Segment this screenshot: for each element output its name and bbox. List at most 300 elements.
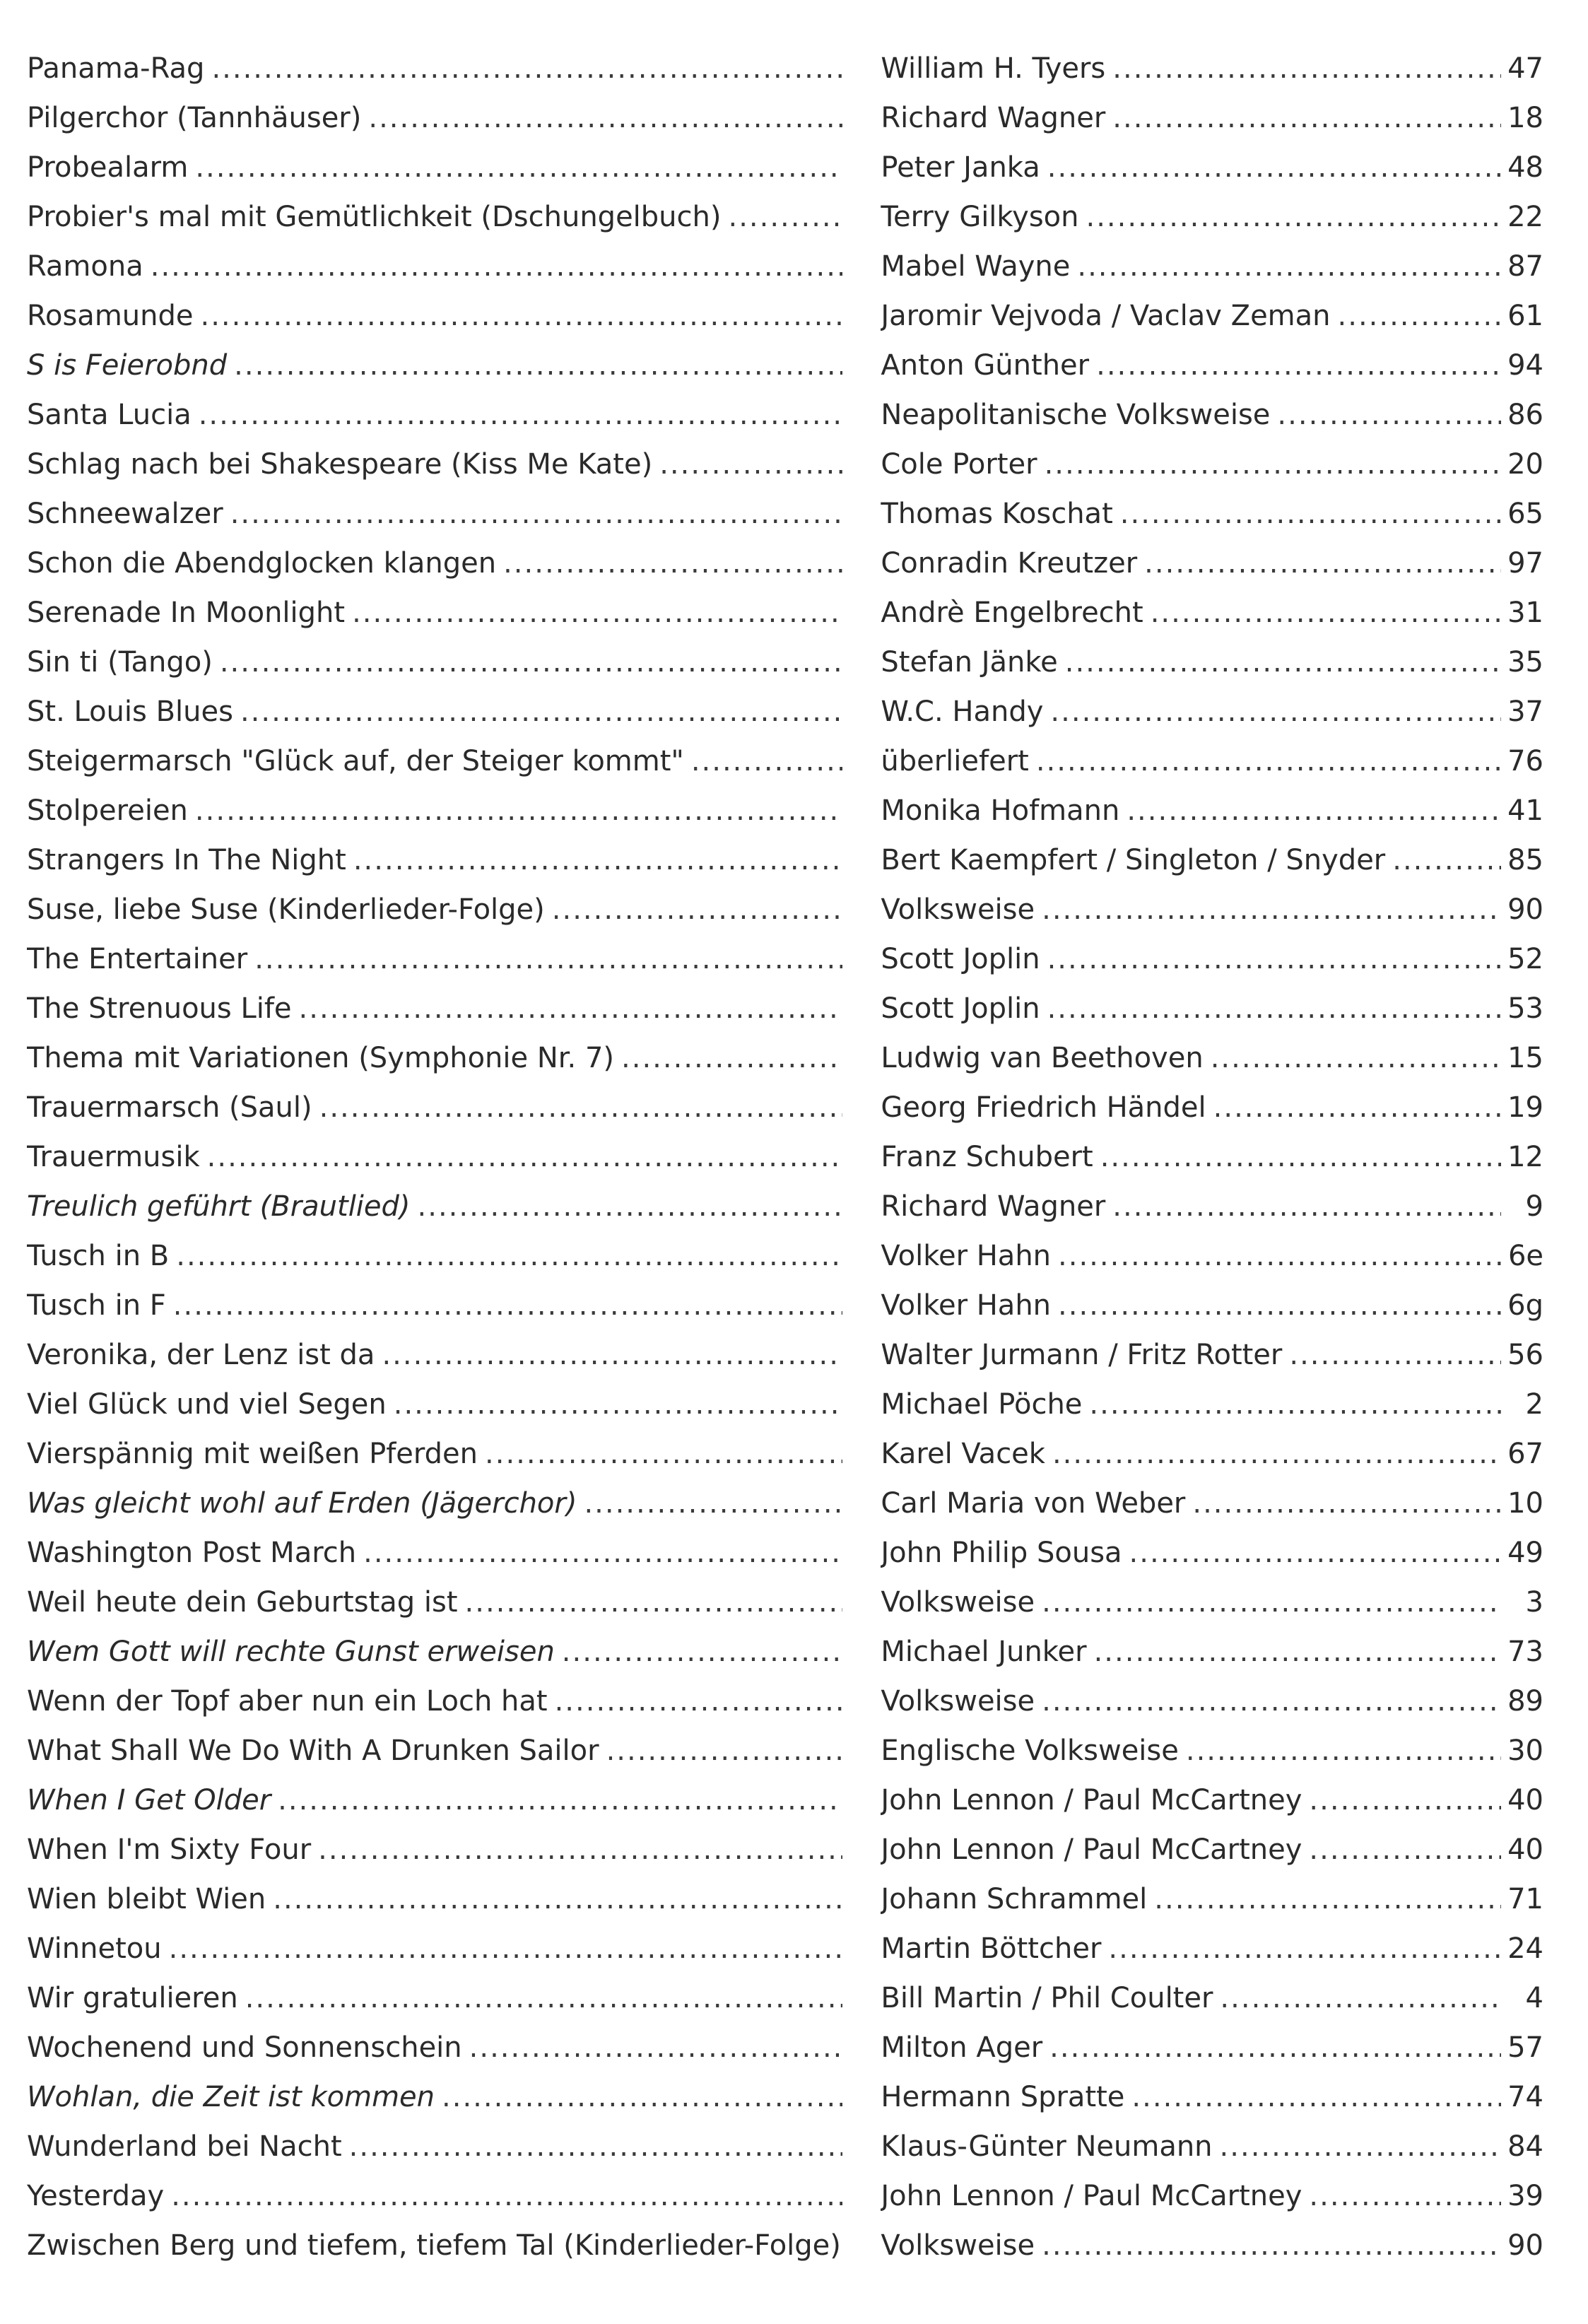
dot-leader [465, 1578, 843, 1627]
dot-leader [1047, 934, 1501, 984]
title-cell [27, 2072, 845, 2122]
composer-name: Andrè Engelbrecht [881, 597, 1143, 629]
dot-leader [349, 2122, 843, 2171]
composer-name: Bert Kaempfert / Singleton / Snyder [881, 844, 1386, 876]
title-cell [27, 93, 845, 143]
dot-leader [1058, 1231, 1501, 1281]
composer-cell [881, 835, 1543, 885]
composer-cell [881, 291, 1543, 341]
page-number: 97 [1507, 547, 1543, 580]
title-cell [27, 786, 845, 835]
dot-leader [728, 192, 842, 242]
dot-leader [1077, 242, 1501, 291]
song-title: Vierspännig mit weißen Pferden [27, 1438, 478, 1470]
title-cell [27, 2171, 845, 2221]
dot-leader [418, 1182, 843, 1231]
title-cell [27, 1874, 845, 1924]
dot-leader [1338, 291, 1501, 341]
dot-leader [201, 291, 843, 341]
toc-entry [27, 440, 1543, 489]
title-cell [27, 1429, 845, 1479]
song-title: Sin ti (Tango) [27, 646, 213, 679]
page-number: 90 [1507, 893, 1543, 926]
composer-cell [881, 638, 1543, 687]
title-cell [27, 1479, 845, 1528]
composer-name: Franz Schubert [881, 1141, 1093, 1173]
page-number: 94 [1507, 349, 1543, 382]
dot-leader [1042, 1677, 1501, 1726]
song-title: Wunderland bei Nacht [27, 2130, 342, 2163]
title-cell [27, 539, 845, 588]
page-number: 39 [1507, 2180, 1543, 2212]
toc-entry [27, 2221, 1543, 2270]
page-number: 2 [1525, 1388, 1543, 1421]
song-title: Serenade In Moonlight [27, 597, 346, 629]
composer-cell [881, 2171, 1543, 2221]
title-cell [27, 1677, 845, 1726]
dot-leader [368, 93, 842, 143]
composer-cell [881, 489, 1543, 539]
dot-leader [173, 1281, 843, 1330]
song-title: Ramona [27, 250, 143, 283]
title-cell [27, 1083, 845, 1132]
toc-entry [27, 1627, 1543, 1677]
title-cell [27, 934, 845, 984]
composer-cell [881, 242, 1543, 291]
composer-name: Terry Gilkyson [881, 201, 1079, 233]
composer-name: Karel Vacek [881, 1438, 1045, 1470]
toc-entry [27, 1330, 1543, 1380]
toc-entry [27, 1726, 1543, 1776]
toc-entry [27, 835, 1543, 885]
page-number: 10 [1507, 1487, 1543, 1520]
page-number: 20 [1507, 448, 1543, 481]
song-title: Wohlan, die Zeit ist kommen [27, 2081, 435, 2113]
composer-name: Cole Porter [881, 448, 1037, 481]
song-title: Thema mit Variationen (Symphonie Nr. 7) [27, 1042, 615, 1074]
composer-cell [881, 143, 1543, 192]
composer-cell [881, 1083, 1543, 1132]
page-number: 35 [1507, 646, 1543, 679]
toc-entry [27, 2072, 1543, 2122]
page-number: 76 [1507, 745, 1543, 777]
composer-name: Conradin Kreutzer [881, 547, 1138, 580]
title-cell [27, 1182, 845, 1231]
song-title: Stolpereien [27, 794, 188, 827]
dot-leader [606, 1726, 843, 1776]
composer-name: Volksweise [881, 1685, 1035, 1718]
toc-entry [27, 1528, 1543, 1578]
page-number: 61 [1507, 300, 1543, 332]
toc-entry [27, 192, 1543, 242]
composer-name: Klaus-Günter Neumann [881, 2130, 1213, 2163]
title-cell [27, 1033, 845, 1083]
page-number: 53 [1507, 992, 1543, 1025]
title-cell [27, 2122, 845, 2171]
composer-name: Georg Friedrich Händel [881, 1091, 1206, 1124]
song-title: Yesterday [27, 2180, 165, 2212]
dot-leader [1127, 786, 1501, 835]
page-number: 84 [1507, 2130, 1543, 2163]
dot-leader [1112, 1182, 1501, 1231]
dot-leader [1309, 1776, 1501, 1825]
dot-leader [1036, 736, 1501, 786]
song-title: Probier's mal mit Gemütlichkeit (Dschungelbuch) [27, 201, 722, 233]
composer-cell [881, 1776, 1543, 1825]
dot-leader [485, 1429, 842, 1479]
composer-cell [881, 1380, 1543, 1429]
composer-cell [881, 934, 1543, 984]
composer-cell [881, 1479, 1543, 1528]
title-cell [27, 242, 845, 291]
dot-leader [584, 1479, 842, 1528]
toc-entry [27, 1874, 1543, 1924]
dot-leader [171, 2171, 842, 2221]
title-cell [27, 588, 845, 638]
dot-leader [318, 1825, 842, 1874]
composer-name: John Philip Sousa [881, 1537, 1122, 1569]
toc-entry [27, 1281, 1543, 1330]
composer-name: Ludwig van Beethoven [881, 1042, 1204, 1074]
dot-leader [169, 1924, 843, 1973]
composer-cell [881, 1033, 1543, 1083]
composer-name: William H. Tyers [881, 52, 1106, 85]
dot-leader [1186, 1726, 1501, 1776]
composer-cell [881, 440, 1543, 489]
composer-name: Michael Pöche [881, 1388, 1083, 1421]
dot-leader [299, 984, 843, 1033]
composer-name: Richard Wagner [881, 102, 1106, 134]
dot-leader [1213, 1083, 1501, 1132]
song-title: Suse, liebe Suse (Kinderlieder-Folge) [27, 893, 545, 926]
page-number: 37 [1507, 696, 1543, 728]
song-title: Treulich geführt (Brautlied) [27, 1190, 411, 1223]
dot-leader [254, 934, 842, 984]
title-cell [27, 1627, 845, 1677]
toc-entry [27, 1132, 1543, 1182]
dot-leader [1049, 2023, 1501, 2072]
composer-cell [881, 1825, 1543, 1874]
toc-entry [27, 291, 1543, 341]
composer-cell [881, 687, 1543, 736]
page-number: 86 [1507, 399, 1543, 431]
song-title: Schneewalzer [27, 498, 223, 530]
composer-name: Stefan Jänke [881, 646, 1058, 679]
page-number: 3 [1525, 1586, 1543, 1619]
song-title: Washington Post March [27, 1537, 357, 1569]
page-number: 67 [1507, 1438, 1543, 1470]
composer-cell [881, 885, 1543, 934]
song-title: Strangers In The Night [27, 844, 346, 876]
dot-leader [1277, 390, 1501, 440]
composer-cell [881, 2221, 1543, 2270]
composer-name: Johann Schrammel [881, 1883, 1148, 1915]
dot-leader [1129, 1528, 1501, 1578]
dot-leader [319, 1083, 843, 1132]
dot-leader [1065, 638, 1501, 687]
dot-leader [1144, 539, 1501, 588]
composer-name: Anton Günther [881, 349, 1090, 382]
song-title: S is Feierobnd [27, 349, 228, 382]
title-cell [27, 687, 845, 736]
toc-entry [27, 588, 1543, 638]
composer-cell [881, 1627, 1543, 1677]
page-number: 12 [1507, 1141, 1543, 1173]
toc-entry [27, 2122, 1543, 2171]
dot-leader [1289, 1330, 1501, 1380]
dot-leader [691, 736, 843, 786]
song-title: Panama-Rag [27, 52, 205, 85]
dot-leader [1042, 2221, 1501, 2270]
toc-entry [27, 934, 1543, 984]
dot-leader [230, 489, 843, 539]
composer-cell [881, 1330, 1543, 1380]
dot-leader [1047, 143, 1501, 192]
title-cell [27, 835, 845, 885]
title-cell [27, 984, 845, 1033]
dot-leader [1151, 588, 1501, 638]
toc-entry [27, 1479, 1543, 1528]
title-cell [27, 2023, 845, 2072]
dot-leader [1096, 341, 1501, 390]
composer-cell [881, 1726, 1543, 1776]
page-number: 4 [1525, 1982, 1543, 2014]
title-cell [27, 1776, 845, 1825]
song-title: Santa Lucia [27, 399, 192, 431]
dot-leader [442, 2072, 842, 2122]
title-cell [27, 440, 845, 489]
composer-cell [881, 2122, 1543, 2171]
page-number: 30 [1507, 1735, 1543, 1767]
toc-entry [27, 1677, 1543, 1726]
composer-name: Volker Hahn [881, 1289, 1052, 1322]
dot-leader [1050, 687, 1501, 736]
song-title: Tusch in B [27, 1240, 170, 1272]
toc-entry [27, 1825, 1543, 1874]
dot-leader [363, 1528, 842, 1578]
composer-cell [881, 588, 1543, 638]
toc-entry [27, 1182, 1543, 1231]
composer-cell [881, 1281, 1543, 1330]
toc-entry [27, 341, 1543, 390]
composer-cell [881, 1973, 1543, 2023]
composer-name: Peter Janka [881, 151, 1040, 184]
dot-leader [353, 835, 843, 885]
composer-cell [881, 1924, 1543, 1973]
song-title: The Strenuous Life [27, 992, 292, 1025]
song-title: Winnetou [27, 1932, 162, 1965]
title-cell [27, 1132, 845, 1182]
dot-leader [562, 1627, 843, 1677]
song-title: Steigermarsch "Glück auf, der Steiger kommt" [27, 745, 684, 777]
song-title: When I Get Older [27, 1784, 271, 1817]
composer-cell [881, 1874, 1543, 1924]
dot-leader [1112, 44, 1501, 93]
page-number: 40 [1507, 1833, 1543, 1866]
composer-name: Walter Jurmann / Fritz Rotter [881, 1339, 1283, 1371]
toc-entry [27, 539, 1543, 588]
composer-name: Scott Joplin [881, 992, 1040, 1025]
page-number: 89 [1507, 1685, 1543, 1718]
title-cell [27, 1528, 845, 1578]
dot-leader [1112, 93, 1501, 143]
composer-cell [881, 1182, 1543, 1231]
dot-leader [211, 44, 842, 93]
composer-name: John Lennon / Paul McCartney [881, 1784, 1302, 1817]
page-number: 87 [1507, 250, 1543, 283]
dot-leader [1042, 885, 1501, 934]
title-cell [27, 1924, 845, 1973]
song-title: When I'm Sixty Four [27, 1833, 312, 1866]
composer-cell [881, 1578, 1543, 1627]
dot-leader [555, 1677, 843, 1726]
composer-name: Volksweise [881, 893, 1035, 926]
dot-leader [1086, 192, 1502, 242]
toc-entry [27, 93, 1543, 143]
page-number: 48 [1507, 151, 1543, 184]
title-cell [27, 1380, 845, 1429]
toc-entry [27, 786, 1543, 835]
composer-name: John Lennon / Paul McCartney [881, 2180, 1302, 2212]
title-cell [27, 1281, 845, 1330]
page-number: 19 [1507, 1091, 1543, 1124]
dot-leader [1192, 1479, 1501, 1528]
title-cell [27, 192, 845, 242]
song-title: Was gleicht wohl auf Erden (Jägerchor) [27, 1487, 577, 1520]
title-cell [27, 638, 845, 687]
title-cell [27, 2221, 845, 2270]
dot-leader [195, 786, 842, 835]
toc-entry [27, 1033, 1543, 1083]
dot-leader [1309, 1825, 1501, 1874]
title-cell [27, 44, 845, 93]
composer-name: Englische Volksweise [881, 1735, 1179, 1767]
dot-leader [394, 1380, 843, 1429]
dot-leader [1100, 1132, 1501, 1182]
dot-leader [1120, 489, 1501, 539]
composer-cell [881, 2072, 1543, 2122]
dot-leader [552, 885, 843, 934]
title-cell [27, 341, 845, 390]
page-number: 49 [1507, 1537, 1543, 1569]
composer-name: Thomas Koschat [881, 498, 1113, 530]
dot-leader [1309, 2171, 1501, 2221]
title-cell [27, 1330, 845, 1380]
song-title: Wenn der Topf aber nun ein Loch hat [27, 1685, 548, 1718]
toc-entry [27, 1429, 1543, 1479]
dot-leader [1131, 2072, 1501, 2122]
song-title: Wir gratulieren [27, 1982, 238, 2014]
song-title: St. Louis Blues [27, 696, 233, 728]
dot-leader [1047, 984, 1501, 1033]
page-number: 57 [1507, 2031, 1543, 2064]
toc-entry [27, 2023, 1543, 2072]
toc-entry [27, 1973, 1543, 2023]
dot-leader [1220, 1973, 1501, 2023]
song-title: The Entertainer [27, 943, 248, 975]
composer-cell [881, 341, 1543, 390]
composer-name: Mabel Wayne [881, 250, 1071, 283]
page-number: 71 [1507, 1883, 1543, 1915]
song-title: Viel Glück und viel Segen [27, 1388, 387, 1421]
page-number: 73 [1507, 1636, 1543, 1668]
dot-leader [1089, 1380, 1501, 1429]
dot-leader [199, 390, 843, 440]
composer-cell [881, 736, 1543, 786]
dot-leader [245, 1973, 843, 2023]
page-number: 15 [1507, 1042, 1543, 1074]
dot-leader [503, 539, 842, 588]
toc-entry [27, 984, 1543, 1033]
dot-leader [240, 687, 842, 736]
title-cell [27, 1231, 845, 1281]
toc-entry [27, 2171, 1543, 2221]
composer-name: W.C. Handy [881, 696, 1044, 728]
dot-leader [207, 1132, 843, 1182]
composer-name: Michael Junker [881, 1636, 1087, 1668]
dot-leader [176, 1231, 842, 1281]
composer-name: Richard Wagner [881, 1190, 1106, 1223]
dot-leader [1211, 1033, 1501, 1083]
dot-leader [1220, 2122, 1501, 2171]
song-title: Veronika, der Lenz ist da [27, 1339, 375, 1371]
composer-cell [881, 1231, 1543, 1281]
song-title: Schon die Abendglocken klangen [27, 547, 497, 580]
toc-entry [27, 1380, 1543, 1429]
composer-name: Martin Böttcher [881, 1932, 1102, 1965]
toc-entry [27, 1776, 1543, 1825]
page-number: 56 [1507, 1339, 1543, 1371]
composer-cell [881, 786, 1543, 835]
composer-name: Jaromir Vejvoda / Vaclav Zeman [881, 300, 1331, 332]
composer-name: überliefert [881, 745, 1029, 777]
table-of-contents [27, 44, 1543, 2270]
dot-leader [469, 2023, 843, 2072]
song-title: Tusch in F [27, 1289, 166, 1322]
dot-leader [273, 1874, 842, 1924]
page-number: 41 [1507, 794, 1543, 827]
song-title: What Shall We Do With A Drunken Sailor [27, 1735, 599, 1767]
dot-leader [151, 242, 843, 291]
composer-cell [881, 1677, 1543, 1726]
composer-cell [881, 390, 1543, 440]
composer-cell [881, 1528, 1543, 1578]
page-number: 9 [1525, 1190, 1543, 1223]
song-title: Wien bleibt Wien [27, 1883, 266, 1915]
composer-cell [881, 192, 1543, 242]
title-cell [27, 736, 845, 786]
composer-cell [881, 93, 1543, 143]
composer-name: John Lennon / Paul McCartney [881, 1833, 1302, 1866]
page-number: 65 [1507, 498, 1543, 530]
title-cell [27, 390, 845, 440]
dot-leader [1052, 1429, 1501, 1479]
toc-entry [27, 638, 1543, 687]
composer-name: Monika Hofmann [881, 794, 1120, 827]
composer-cell [881, 984, 1543, 1033]
title-cell [27, 489, 845, 539]
title-cell [27, 1578, 845, 1627]
song-title: Rosamunde [27, 300, 194, 332]
song-title: Pilgerchor (Tannhäuser) [27, 102, 362, 134]
page-number: 47 [1507, 52, 1543, 85]
composer-name: Volker Hahn [881, 1240, 1052, 1272]
dot-leader [659, 440, 842, 489]
toc-entry [27, 736, 1543, 786]
composer-name: Volksweise [881, 1586, 1035, 1619]
page-number: 24 [1507, 1932, 1543, 1965]
dot-leader [1058, 1281, 1501, 1330]
